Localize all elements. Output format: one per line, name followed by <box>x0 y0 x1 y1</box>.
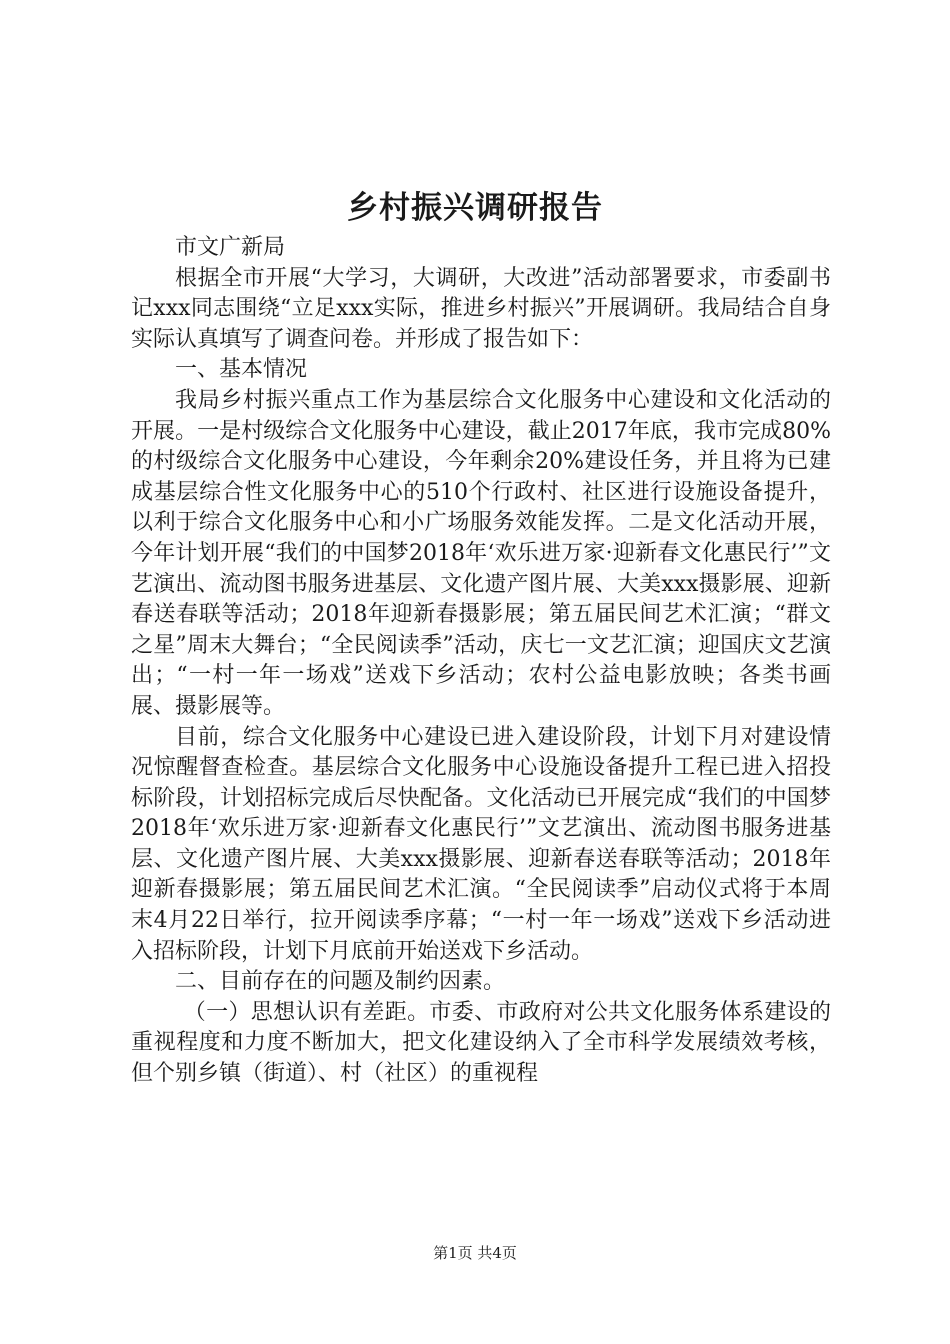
paragraph-intro: 根据全市开展“大学习，大调研，大改进”活动部署要求，市委副书记xxx同志围绕“立足xxx实际，推进乡村振兴”开展调研。我局结合自身实际认真填写了调查问卷。并形成了报告如下： <box>131 265 831 352</box>
section-heading-basic: 一、基本情况 <box>175 357 308 383</box>
paragraph-progress: 目前，综合文化服务中心建设已进入建设阶段，计划下月对建设情况惊醒督查检查。基层综合文化服务中心设施设备提升工程已进入招投标阶段，计划招标完成后尽快配备。文化活动已开展完成“我们的中国梦2018年‘欢乐进万家·迎新春文化惠民行’”文艺演出、流动图书服务进基层、文化遗产图片展、大美xxx摄影展、迎新春送春联等活动；2018年迎新春摄影展；第五届民间艺术汇演。“全民阅读季”启动仪式将于本周末4月22日举行，拉开阅读季序幕；“一村一年一场戏”送戏下乡活动进入招标阶段，计划下月底前开始送戏下乡活动。 <box>131 724 831 964</box>
paragraph-basic-situation: 我局乡村振兴重点工作为基层综合文化服务中心建设和文化活动的开展。一是村级综合文化服务中心建设，截止2017年底，我市完成80%的村级综合文化服务中心建设，今年剩余20%建设任务，并且将为已建成基层综合性文化服务中心的510个行政村、社区进行设施设备提升，以利于综合文化服务中心和小广场服务效能发挥。二是文化活动开展，今年计划开展“我们的中国梦2018年‘欢乐进万家·迎新春文化惠民行’”文艺演出、流动图书服务进基层、文化遗产图片展、大美xxx摄影展、迎新春送春联等活动；2018年迎新春摄影展；第五届民间艺术汇演；“群文之星”周末大舞台；“全民阅读季”活动，庆七一文艺汇演；迎国庆文艺演出；“一村一年一场戏”送戏下乡活动；农村公益电影放映；各类书画展、摄影展等。 <box>131 387 831 719</box>
document-body <box>131 233 831 1090</box>
document-title: 乡村振兴调研报告 <box>347 190 603 226</box>
section-heading-problems: 二、目前存在的问题及制约因素。 <box>175 969 506 995</box>
paragraph-problem-1: （一）思想认识有差距。市委、市政府对公共文化服务体系建设的重视程度和力度不断加大，把文化建设纳入了全市科学发展绩效考核，但个别乡镇（街道）、村（社区）的重视程 <box>131 999 831 1087</box>
paragraph-department: 市文广新局 <box>175 235 286 260</box>
page-footer: 第1页 共4页 <box>433 1244 517 1262</box>
